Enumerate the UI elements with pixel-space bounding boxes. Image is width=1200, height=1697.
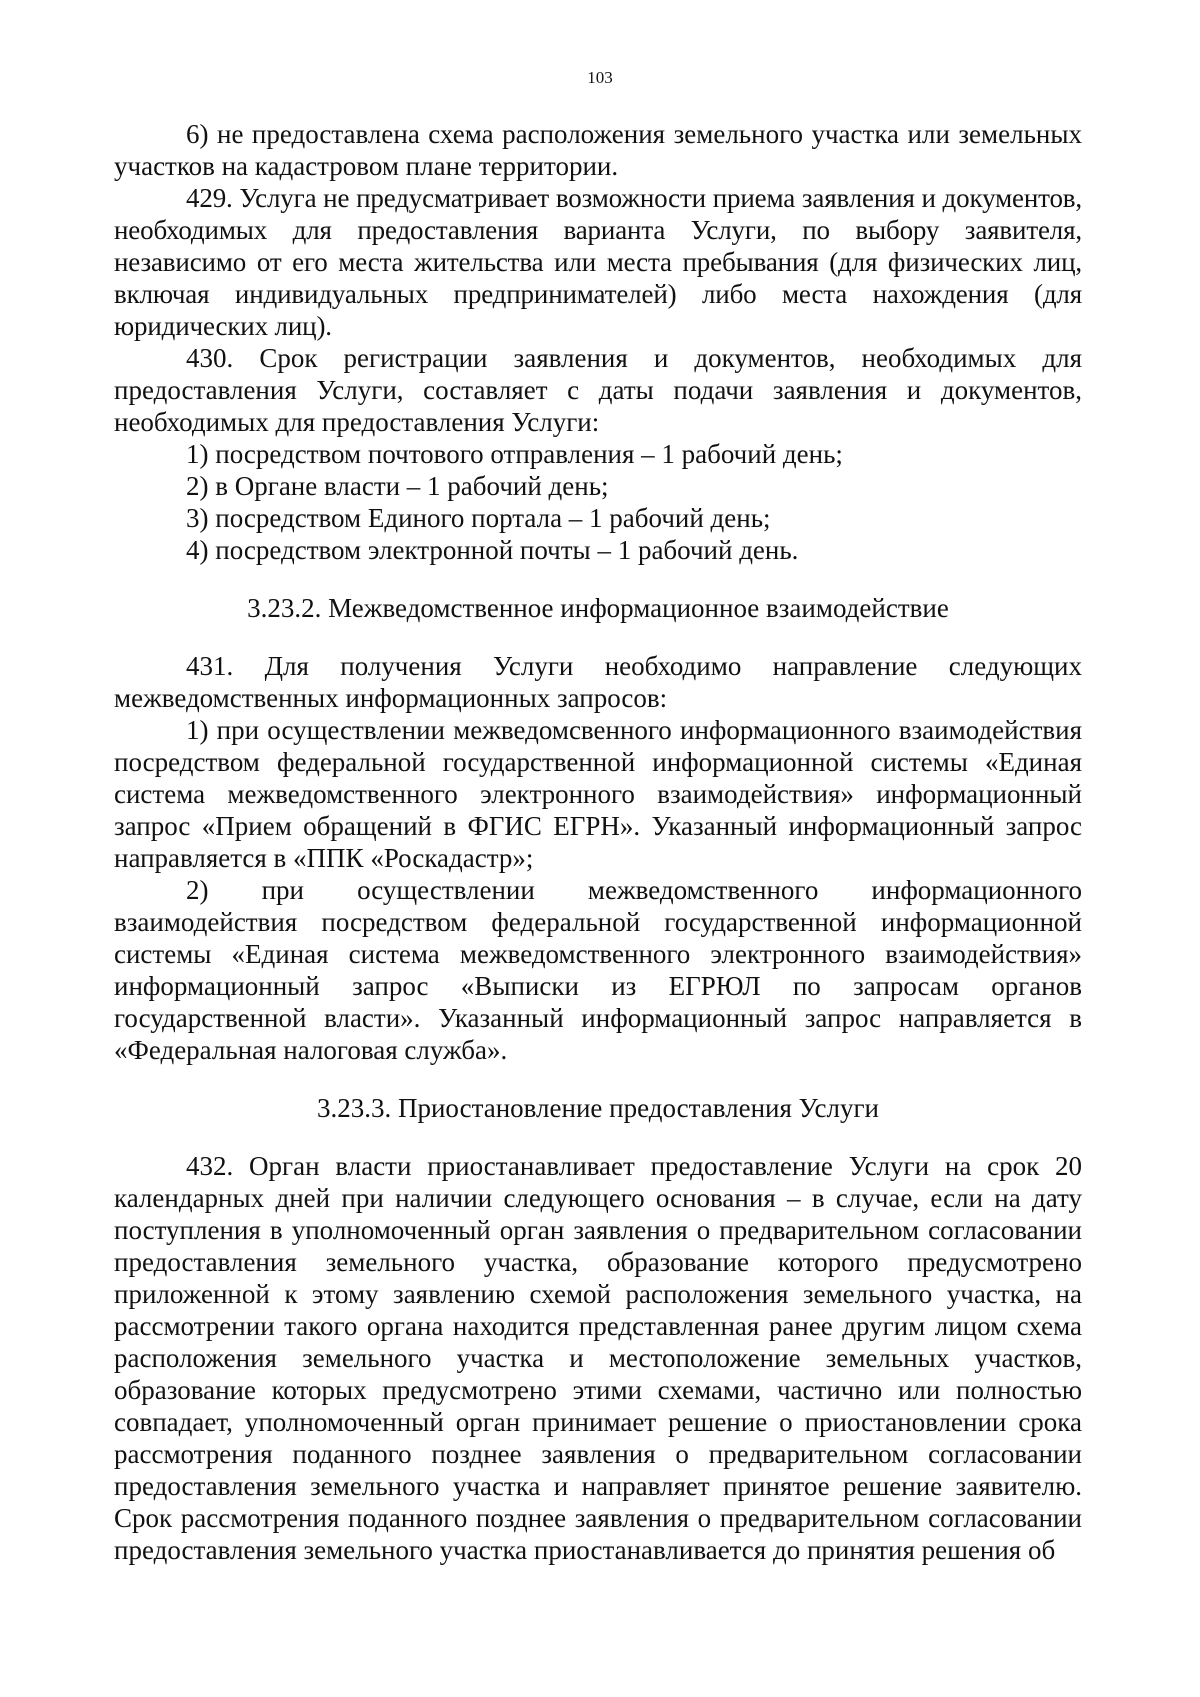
paragraph-431-item-2: 2) при осуществлении межведомственного информационного взаимодействия посредством федеральной государственной информационной системы «Единая система межведомственного электронного взаимодействия» информационный запрос «Выписки из ЕГРЮЛ по запросам органов государственной власти». Указанный информационный запрос направляется в «Федеральная налоговая служба».	[114, 875, 1082, 1065]
page-number: 103	[587, 68, 613, 87]
list-item-portal: 3) посредством Единого портала – 1 рабочий день;	[186, 503, 771, 533]
section-heading-3-23-3: 3.23.3. Приостановление предоставления Услуги	[316, 1093, 879, 1123]
paragraph-429: 429. Услуга не предусматривает возможности приема заявления и документов, необходимых для предоставления варианта Услуги, по выбору заявителя, независимо от его места жительства или места пребывания (для физических лиц, включая индивидуальных предпринимателей) либо места нахождения (для юридических лиц).	[114, 183, 1082, 341]
section-heading-3-23-2: 3.23.2. Межведомственное информационное взаимодействие	[247, 593, 949, 623]
paragraph-431-item-1: 1) при осуществлении межведомсвенного информационного взаимодействия посредством федеральной государственной информационной системы «Единая система межведомственного электронного взаимодействия» информационный запрос «Прием обращений в ФГИС ЕГРН». Указанный информационный запрос направляется в «ППК «Роскадастр»;	[114, 715, 1082, 873]
paragraph-430: 430. Срок регистрации заявления и документов, необходимых для предоставления Услуги, составляет с даты подачи заявления и документов, необходимых для предоставления Услуги:	[114, 343, 1082, 437]
paragraph-432: 432. Орган власти приостанавливает предоставление Услуги на срок 20 календарных дней при наличии следующего основания – в случае, если на дату поступления в уполномоченный орган заявления о предварительном согласовании предоставления земельного участка, образование которого предусмотрено приложенной к этому заявлению схемой расположения земельного участка, на рассмотрении такого органа находится представленная ранее другим лицом схема расположения земельного участка и местоположение земельных участков, образование которых предусмотрено этими схемами, частично или полностью совпадает, уполномоченный орган принимает решение о приостановлении срока рассмотрения поданного позднее заявления о предварительном согласовании предоставления земельного участка и направляет принятое решение заявителю. Срок рассмотрения поданного позднее заявления о предварительном согласовании предоставления земельного участка приостанавливается до принятия решения об	[114, 1151, 1082, 1565]
paragraph-item-6: 6) не предоставлена схема расположения земельного участка или земельных участков на кадастровом плане территории.	[114, 119, 1082, 181]
list-item-authority: 2) в Органе власти – 1 рабочий день;	[186, 471, 609, 501]
list-item-postal: 1) посредством почтового отправления – 1 рабочий день;	[186, 439, 843, 469]
list-item-email: 4) посредством электронной почты – 1 рабочий день.	[186, 535, 799, 565]
page-content	[114, 118, 1082, 1566]
paragraph-431: 431. Для получения Услуги необходимо направление следующих межведомственных информационных запросов:	[114, 651, 1082, 713]
